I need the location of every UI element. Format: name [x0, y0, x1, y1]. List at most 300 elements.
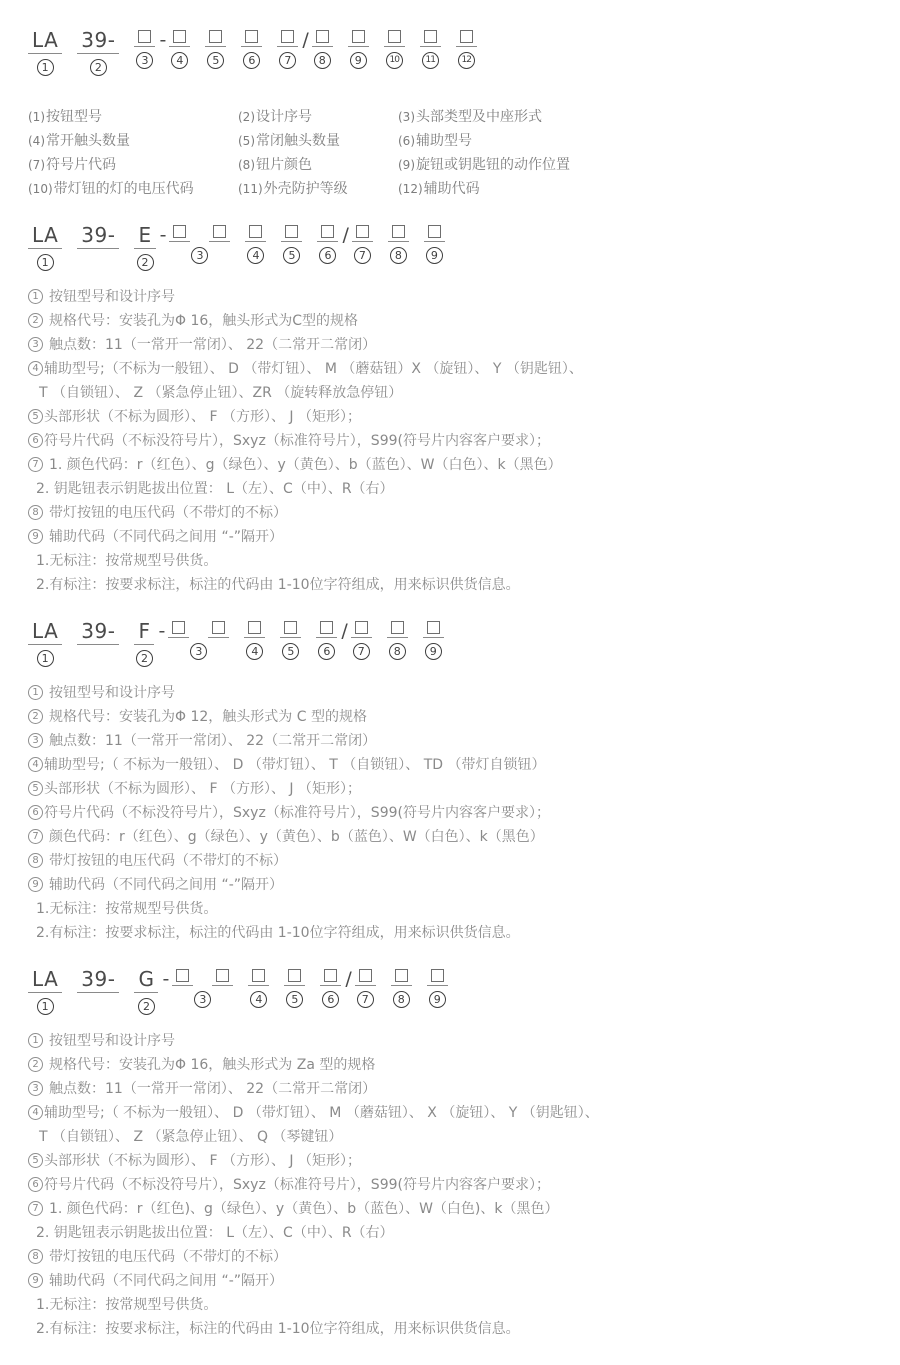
slash-separator: / [302, 29, 309, 51]
circled-number-8: 8 [393, 991, 410, 1008]
number-row [353, 643, 370, 661]
code-position [244, 621, 265, 661]
line-number-9: 9 [28, 529, 43, 544]
underline [172, 969, 193, 986]
legend-label: 设计序号 [256, 109, 312, 125]
legend-item [28, 129, 238, 153]
code-symbol-row [352, 225, 373, 242]
note-line [28, 801, 880, 825]
circled-number-10: 10 [386, 52, 403, 69]
note-line [28, 705, 880, 729]
code-box [285, 225, 298, 238]
circled-number-2: 2 [90, 59, 107, 76]
number-row [314, 52, 331, 70]
code-position [387, 621, 408, 661]
code-symbol-row [134, 621, 154, 645]
note-text: 1. 颜色代码：r（红色）、g（绿色）、y（黄色）、b（蓝色）、W（白色）、k（黑色） [49, 457, 562, 473]
number-row [429, 991, 446, 1009]
code-symbol-row [384, 30, 405, 47]
code-symbol-row [77, 30, 119, 54]
code-symbol-row [317, 225, 338, 242]
legend-item [398, 105, 880, 129]
code-box [173, 30, 186, 43]
code-box [213, 225, 226, 238]
line-number-2: 2 [28, 313, 43, 328]
section-notes [28, 681, 880, 945]
code-box [316, 30, 329, 43]
underline [427, 969, 448, 986]
legend-marker: (5) [238, 134, 255, 148]
note-text: 1. 颜色代码：r（红色)、g（绿色）、y（黄色）、b（蓝色）、W（白色)、k（黑色） [49, 1201, 559, 1217]
code-symbol-row [244, 621, 265, 638]
code-position [77, 969, 119, 1016]
circled-number-1: 1 [37, 59, 54, 76]
code-position [28, 969, 62, 1016]
underline [28, 30, 62, 54]
underline [320, 969, 341, 986]
code-box [388, 30, 401, 43]
model-code-diagram-e [28, 225, 880, 272]
code-symbol-row [134, 969, 158, 993]
code-box [209, 30, 222, 43]
underline [134, 621, 154, 645]
note-line [28, 921, 880, 945]
code-box [355, 621, 368, 634]
slash-separator: / [345, 968, 352, 990]
legend-marker: (3) [398, 110, 415, 124]
underline [205, 30, 226, 47]
number-row [90, 59, 107, 77]
code-box [248, 621, 261, 634]
model-code-diagram-overview [28, 30, 880, 77]
circled-number-5: 5 [286, 991, 303, 1008]
code-position [391, 969, 412, 1009]
code-position [205, 30, 226, 70]
circled-number-9: 9 [429, 991, 446, 1008]
code-symbol-row [77, 621, 119, 645]
note-text: 头部形状（不标为圆形）、 F （方形）、 J （矩形）； [44, 409, 361, 425]
legend-label: 带灯钮的灯的电压代码 [53, 181, 194, 197]
code-symbol-row [134, 30, 155, 47]
legend-label: 头部类型及中座形式 [416, 109, 542, 125]
underline [134, 969, 158, 993]
code-position [352, 225, 373, 265]
note-text: 颜色代码：r（红色）、g（绿色）、y（黄色）、b（蓝色）、W（白色）、k（黑色） [49, 829, 544, 845]
circled-number-7: 7 [279, 52, 296, 69]
note-text: 规格代号：安装孔为Φ 12，触头形式为 C 型的规格 [49, 709, 367, 725]
underline [134, 225, 155, 249]
legend-marker: (1) [28, 110, 45, 124]
code-position [245, 225, 266, 265]
section-notes [28, 285, 880, 597]
note-text: 辅助型号;（ 不标为一般钮）、 D （带灯钮）、 M （蘑菇钮）、 X （旋钮）、 Y （钥匙钮）、 [44, 1105, 599, 1121]
code-legend [28, 105, 880, 201]
code-box [212, 621, 225, 634]
underline [391, 969, 412, 986]
code-position [134, 969, 158, 1016]
line-number-2: 2 [28, 1057, 43, 1072]
number-row [425, 643, 442, 661]
model-code-diagram-g [28, 969, 880, 1016]
code-position [169, 30, 190, 70]
code-box [395, 969, 408, 982]
underline [284, 969, 305, 986]
number-row [279, 52, 296, 70]
slash-separator: / [341, 620, 348, 642]
code-position [168, 621, 229, 661]
code-position [316, 621, 337, 661]
note-line [28, 1245, 880, 1269]
code-symbol-row [241, 30, 262, 47]
note-line [28, 357, 880, 381]
underline [355, 969, 376, 986]
note-line [28, 753, 880, 777]
note-text: 1.无标注：按常规型号供货。 [36, 1297, 218, 1313]
underline [277, 30, 298, 47]
underline [28, 225, 62, 249]
underline [28, 621, 62, 645]
note-text: 符号片代码（不标没符号片），Sxyz（标准符号片），S99(符号片内容客户要求）； [44, 433, 550, 449]
code-symbol-row [312, 30, 333, 47]
note-line [28, 849, 880, 873]
note-text: 2.有标注：按要求标注，标注的代码由 1-10位字符组成，用来标识供货信息。 [36, 925, 520, 941]
dash-separator: - [158, 620, 166, 642]
code-position [456, 30, 477, 70]
note-line [28, 897, 880, 921]
code-prefix-text: F [138, 619, 151, 643]
note-line [28, 309, 880, 333]
circled-number-8: 8 [390, 247, 407, 264]
note-line [28, 1221, 880, 1245]
line-number-5: 5 [28, 1153, 43, 1168]
line-number-3: 3 [28, 337, 43, 352]
code-box [356, 225, 369, 238]
code-position [348, 30, 369, 70]
legend-item [238, 105, 398, 129]
code-symbol-row [205, 30, 226, 47]
code-symbol-row [284, 969, 305, 986]
code-box [428, 225, 441, 238]
note-text: 符号片代码（不标没符号片），Sxyz（标准符号片），S99(符号片内容客户要求）； [44, 1177, 550, 1193]
circled-number-9: 9 [426, 247, 443, 264]
underline [248, 969, 269, 986]
number-row [286, 991, 303, 1009]
code-symbol-row [348, 30, 369, 47]
code-symbol-row [280, 621, 301, 638]
legend-label: 钮片颜色 [256, 157, 312, 173]
circled-number-3: 3 [136, 52, 153, 69]
legend-marker: (8) [238, 158, 255, 172]
note-text: 触点数：11（一常开一常闭）、 22（二常开二常闭） [49, 337, 377, 353]
number-row [246, 643, 263, 661]
code-prefix-text: LA [32, 967, 59, 991]
code-box [321, 225, 334, 238]
note-text: 2.有标注：按要求标注，标注的代码由 1-10位字符组成，用来标识供货信息。 [36, 577, 520, 593]
line-number-1: 1 [28, 289, 43, 304]
note-text: 辅助代码（不同代码之间用 “-”隔开） [49, 1273, 284, 1289]
legend-label: 辅助代码 [423, 181, 480, 197]
underline [77, 225, 119, 249]
code-symbol-row [424, 225, 445, 242]
code-box [324, 969, 337, 982]
code-symbol-row [427, 969, 448, 986]
code-position [420, 30, 441, 70]
note-line [28, 825, 880, 849]
code-position [77, 30, 119, 77]
circled-number-1: 1 [37, 650, 54, 667]
code-position [77, 225, 119, 272]
code-symbol-row [77, 225, 119, 249]
code-box [288, 969, 301, 982]
underline [424, 225, 445, 242]
number-row [37, 998, 54, 1016]
note-line [28, 1077, 880, 1101]
note-line [28, 429, 880, 453]
note-line [28, 1173, 880, 1197]
code-symbol-row [355, 969, 376, 986]
legend-item [398, 153, 880, 177]
code-box [427, 621, 440, 634]
number-row [37, 650, 54, 668]
code-position [320, 969, 341, 1009]
code-position [388, 225, 409, 265]
code-prefix-text: LA [32, 223, 59, 247]
circled-number-2: 2 [137, 254, 154, 271]
code-position [134, 621, 154, 668]
code-position [241, 30, 262, 70]
line-number-4: 4 [28, 361, 43, 376]
underline [352, 225, 373, 242]
code-box [138, 30, 151, 43]
underline [241, 30, 262, 47]
circled-number-5: 5 [283, 247, 300, 264]
code-box [392, 225, 405, 238]
model-code-diagram-f [28, 621, 880, 668]
underline [384, 30, 405, 47]
code-symbol-row [77, 969, 119, 993]
code-position [284, 969, 305, 1009]
note-line [28, 381, 880, 405]
number-row [194, 991, 211, 1009]
note-text: 触点数：11（一常开一常闭）、 22（二常开二常闭） [49, 1081, 377, 1097]
circled-number-11: 11 [422, 52, 439, 69]
note-text: 规格代号：安装孔为Φ 16，触头形式为C型的规格 [49, 313, 359, 329]
underline [316, 621, 337, 638]
circled-number-2: 2 [138, 998, 155, 1015]
number-row [247, 247, 264, 265]
note-text: 触点数：11（一常开一常闭）、 22（二常开二常闭） [49, 733, 377, 749]
code-position [355, 969, 376, 1009]
note-text: 头部形状（不标为圆形）、 F （方形）、 J （矩形）； [44, 1153, 361, 1169]
line-number-5: 5 [28, 781, 43, 796]
number-row [357, 991, 374, 1009]
code-symbol-row [28, 621, 62, 645]
code-position [172, 969, 233, 1009]
underline [168, 621, 189, 638]
legend-marker: (2) [238, 110, 255, 124]
number-row [37, 254, 54, 272]
note-text: 2.有标注：按要求标注，标注的代码由 1-10位字符组成，用来标识供货信息。 [36, 1321, 520, 1337]
code-symbol-row [420, 30, 441, 47]
code-position [277, 30, 298, 70]
underline [312, 30, 333, 47]
legend-label: 旋钮或钥匙钮的动作位置 [416, 157, 570, 173]
note-line [28, 1197, 880, 1221]
line-number-7: 7 [28, 457, 43, 472]
code-position [134, 30, 155, 70]
legend-item [238, 153, 398, 177]
model-sections [28, 225, 880, 1341]
slash-separator: / [342, 224, 349, 246]
line-number-4: 4 [28, 1105, 43, 1120]
code-prefix-text: G [138, 967, 155, 991]
number-row [390, 247, 407, 265]
code-symbol-row [351, 621, 372, 638]
number-row [318, 643, 335, 661]
circled-number-6: 6 [322, 991, 339, 1008]
underline [245, 225, 266, 242]
legend-label: 按钮型号 [46, 109, 102, 125]
note-text: 辅助代码（不同代码之间用 “-”隔开） [49, 529, 284, 545]
underline [348, 30, 369, 47]
circled-number-12: 12 [458, 52, 475, 69]
code-symbol-row [388, 225, 409, 242]
number-row [322, 991, 339, 1009]
line-number-8: 8 [28, 1249, 43, 1264]
circled-number-4: 4 [246, 643, 263, 660]
circled-number-7: 7 [353, 643, 370, 660]
line-number-3: 3 [28, 733, 43, 748]
section-la39-g [28, 969, 880, 1341]
code-symbol-row [172, 969, 233, 986]
code-position [384, 30, 405, 70]
note-line [28, 573, 880, 597]
legend-item [28, 177, 238, 201]
section-notes [28, 1029, 880, 1341]
line-number-1: 1 [28, 1033, 43, 1048]
number-row [250, 991, 267, 1009]
number-row [191, 247, 208, 265]
code-box [173, 225, 186, 238]
code-box [245, 30, 258, 43]
line-number-6: 6 [28, 805, 43, 820]
dash-separator: - [159, 29, 167, 51]
note-line [28, 333, 880, 357]
note-line [28, 501, 880, 525]
underline [388, 225, 409, 242]
code-symbol-row [423, 621, 444, 638]
code-position [317, 225, 338, 265]
note-line [28, 1101, 880, 1125]
underline [387, 621, 408, 638]
underline [456, 30, 477, 47]
code-position [28, 621, 62, 668]
code-symbol-row [28, 225, 62, 249]
legend-item [238, 177, 398, 201]
note-text: 按钮型号和设计序号 [49, 1033, 175, 1049]
circled-number-9: 9 [350, 52, 367, 69]
note-line [28, 729, 880, 753]
circled-number-6: 6 [319, 247, 336, 264]
note-text: T （自锁钮）、 Z （紧急停止钮）、 Q （琴键钮） [39, 1129, 343, 1145]
note-line [28, 1125, 880, 1149]
note-line [28, 453, 880, 477]
number-row [243, 52, 260, 70]
note-text: 1.无标注：按常规型号供货。 [36, 553, 218, 569]
circled-number-4: 4 [171, 52, 188, 69]
note-text: 2. 钥匙钮表示钥匙拔出位置： L（左）、C（中）、R（右） [36, 1225, 394, 1241]
code-box [359, 969, 372, 982]
code-position [169, 225, 230, 265]
note-line [28, 549, 880, 573]
number-row [389, 643, 406, 661]
legend-item [398, 129, 880, 153]
number-row [137, 254, 154, 272]
underline [209, 225, 230, 242]
circled-number-8: 8 [389, 643, 406, 660]
note-line [28, 1317, 880, 1341]
note-text: 辅助代码（不同代码之间用 “-”隔开） [49, 877, 284, 893]
underline [169, 30, 190, 47]
code-box [320, 621, 333, 634]
code-symbol-row [245, 225, 266, 242]
note-text: 带灯按钮的电压代码（不带灯的不标） [49, 853, 287, 869]
note-line [28, 681, 880, 705]
underline [317, 225, 338, 242]
number-row [136, 650, 153, 668]
code-box [284, 621, 297, 634]
legend-label: 常开触头数量 [46, 133, 130, 149]
legend-item [238, 129, 398, 153]
note-line [28, 405, 880, 429]
number-row [136, 52, 153, 70]
code-box [249, 225, 262, 238]
note-text: 带灯按钮的电压代码（不带灯的不标） [49, 1249, 287, 1265]
circled-number-5: 5 [282, 643, 299, 660]
legend-marker: (9) [398, 158, 415, 172]
code-symbol-row [387, 621, 408, 638]
note-line [28, 1029, 880, 1053]
note-text: 按钮型号和设计序号 [49, 289, 175, 305]
code-symbol-row [28, 30, 62, 54]
code-symbol-row [456, 30, 477, 47]
code-prefix-text: 39- [81, 619, 116, 643]
note-line [28, 1149, 880, 1173]
code-symbol-row [281, 225, 302, 242]
legend-marker: (12) [398, 182, 423, 196]
code-box [281, 30, 294, 43]
code-symbol-row [168, 621, 229, 638]
line-number-3: 3 [28, 1081, 43, 1096]
line-number-1: 1 [28, 685, 43, 700]
number-row [426, 247, 443, 265]
code-position [77, 621, 119, 668]
code-symbol-row [134, 225, 155, 249]
code-position [248, 969, 269, 1009]
note-text: 辅助型号;（ 不标为一般钮）、 D （带灯钮）、 T （自锁钮）、 TD （带灯自锁钮） [44, 757, 546, 773]
legend-label: 常闭触头数量 [256, 133, 340, 149]
section-la39-f [28, 621, 880, 945]
number-row [171, 52, 188, 70]
legend-marker: (6) [398, 134, 415, 148]
circled-number-4: 4 [250, 991, 267, 1008]
line-number-9: 9 [28, 1273, 43, 1288]
note-text: T （自锁钮）、 Z （紧急停止钮）、ZR （旋转释放急停钮） [39, 385, 403, 401]
code-box [424, 30, 437, 43]
code-box [172, 621, 185, 634]
note-text: 2. 钥匙钮表示钥匙拔出位置： L（左）、C（中）、R（右） [36, 481, 394, 497]
circled-number-1: 1 [37, 254, 54, 271]
